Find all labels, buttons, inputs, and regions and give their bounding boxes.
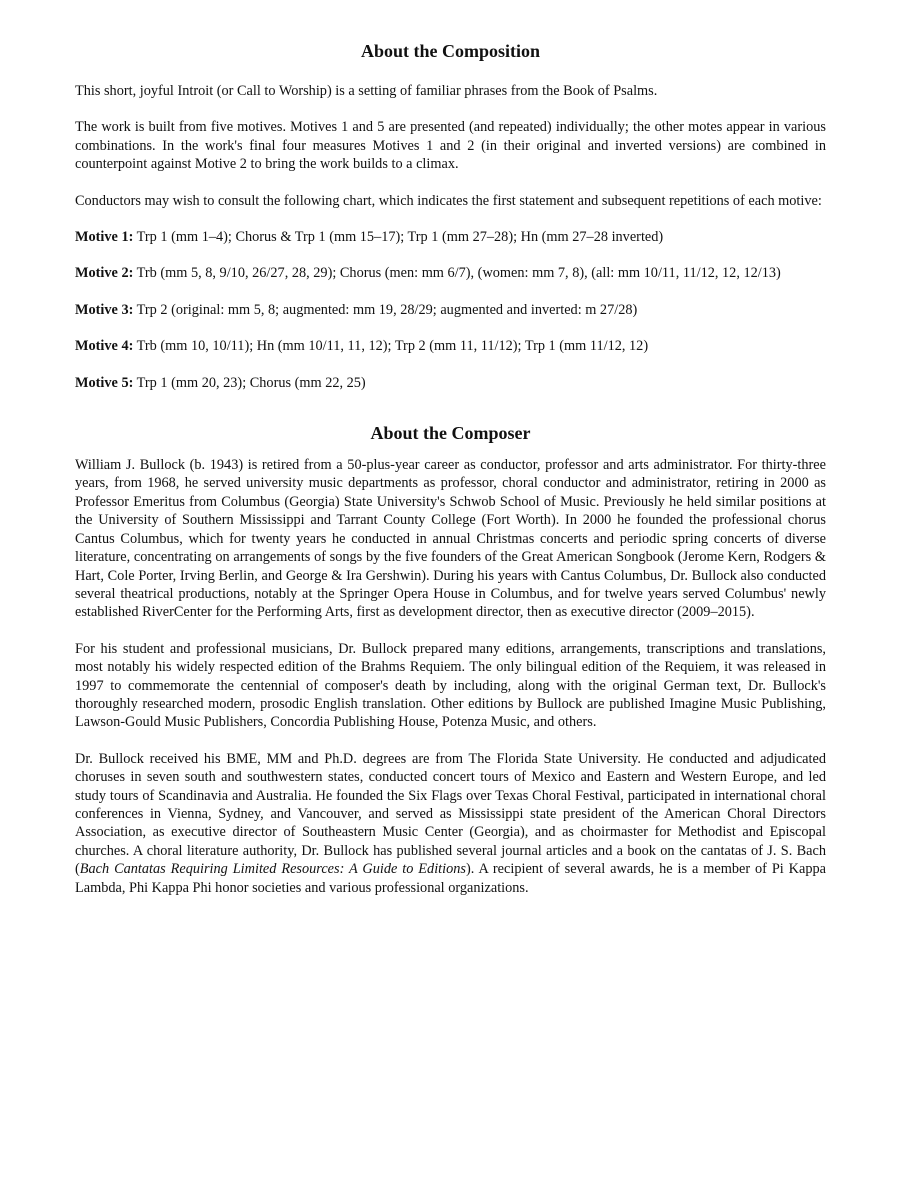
document-page [75, 38, 826, 915]
composition-intro: This short, joyful Introit (or Call to Worship) is a setting of familiar phrases from the Book of Psalms. [75, 83, 658, 99]
composer-education [75, 750, 826, 897]
book-title: Bach Cantatas Requiring Limited Resources: A Guide to Editions [79, 861, 466, 878]
education-text-start: Dr. Bullock received his BME, MM and Ph.D. degrees are from The Florida State University. He conducted and adjudicated choruses in seven south and southwestern states, conducted concert tours of Mexico and Eastern and Western Europe, and led study tours of Scandinavia and Australia. He founded the Six Flags over Texas Choral Festival, participated in international choral conferences in Vienna, Sydney, and Vancouver, and served as Mississippi state president of the American Choral Directors Association, as executive director of Southeastern Music Center (Georgia), and as choirmaster for Methodist and Episcopal churches. A choral literature authority, Dr. Bullock has published several journal articles and a book on the cantatas of J. S. Bach ( [75, 750, 826, 878]
composer-heading: About the Composer [370, 423, 531, 444]
motive-1-entry [75, 228, 826, 246]
composer-editions: For his student and professional musicians, Dr. Bullock prepared many editions, arrangements, transcriptions and translations, most notably his widely respected edition of the Brahms Requiem. The only bilingual edition of the Requiem, it was released in 1997 to commemorate the centennial of composer's death by including, along with the original German text, Dr. Bullock's thoroughly researched modern, prosodic English translation. Other editions by Bullock are published Imagine Music Publishing, Lawson-Gould Music Publishers, Concordia Publishing House, Potenza Music, and others. [75, 640, 826, 731]
composition-chart-note: Conductors may wish to consult the following chart, which indicates the first statement and subsequent repetitions of each motive: [75, 192, 822, 209]
education-text-end: ). A recipient of several awards, he is a member of Pi Kappa Lambda, Phi Kappa Phi honor societies and various professional organizations. [75, 861, 826, 896]
motive-label: Motive 2: [75, 265, 134, 282]
composition-heading: About the Composition [360, 41, 541, 61]
motive-2-entry [75, 264, 826, 282]
motive-3-entry [75, 301, 826, 319]
motive-text: Trp 1 (mm 1–4); Chorus & Trp 1 (mm 15–17); Trp 1 (mm 27–28); Hn (mm 27–28 inverted) [133, 229, 664, 246]
motive-text: Trp 2 (original: mm 5, 8; augmented: mm 19, 28/29; augmented and inverted: m 27/28) [133, 301, 638, 318]
motive-label: Motive 4: [75, 338, 134, 355]
motive-5-entry [75, 374, 826, 392]
motive-label: Motive 5: [75, 374, 134, 391]
motive-4-entry [75, 337, 826, 355]
composer-bio: William J. Bullock (b. 1943) is retired from a 50-plus-year career as conductor, professor and arts administrator. For thirty-three years, from 1968, he served university music departments as professor, choral conductor and administrator, retiring in 2000 as Professor Emeritus from Columbus (Georgia) State University's Schwob School of Music. Previously he held similar positions at the University of Southern Mississippi and Tarrant County College (Fort Worth). In 2000 he founded the professional chorus Cantus Columbus, which for twenty years he conducted in annual Christmas concerts and periodic spring concerts of diverse literature, concentrating on arrangements of songs by the five founders of the Great American Songbook (Jerome Kern, Rodgers & Hart, Cole Porter, Irving Berlin, and George & Ira Gershwin). During his years with Cantus Columbus, Dr. Bullock also conducted several theatrical productions, notably at the Springer Opera House in Columbus, and for twelve years served Columbus' newly established RiverCenter for the Performing Arts, first as development director, then as executive director (2009–2015). [75, 457, 826, 621]
motive-text: Trb (mm 5, 8, 9/10, 26/27, 28, 29); Chorus (men: mm 6/7), (women: mm 7, 8), (all: mm 10/11, 11/12, 12, 12/13) [133, 265, 781, 282]
motive-text: Trp 1 (mm 20, 23); Chorus (mm 22, 25) [133, 374, 366, 391]
motive-label: Motive 3: [75, 301, 134, 318]
composition-structure: The work is built from five motives. Motives 1 and 5 are presented (and repeated) individually; the other motes appear in various combinations. In the work's final four measures Motives 1 and 2 (in their original and inverted versions) are combined in counterpoint against Motive 2 to bring the work builds to a climax. [75, 119, 826, 173]
motive-label: Motive 1: [75, 229, 134, 246]
motive-text: Trb (mm 10, 10/11); Hn (mm 10/11, 11, 12); Trp 2 (mm 11, 11/12); Trp 1 (mm 11/12, 12) [133, 338, 649, 355]
